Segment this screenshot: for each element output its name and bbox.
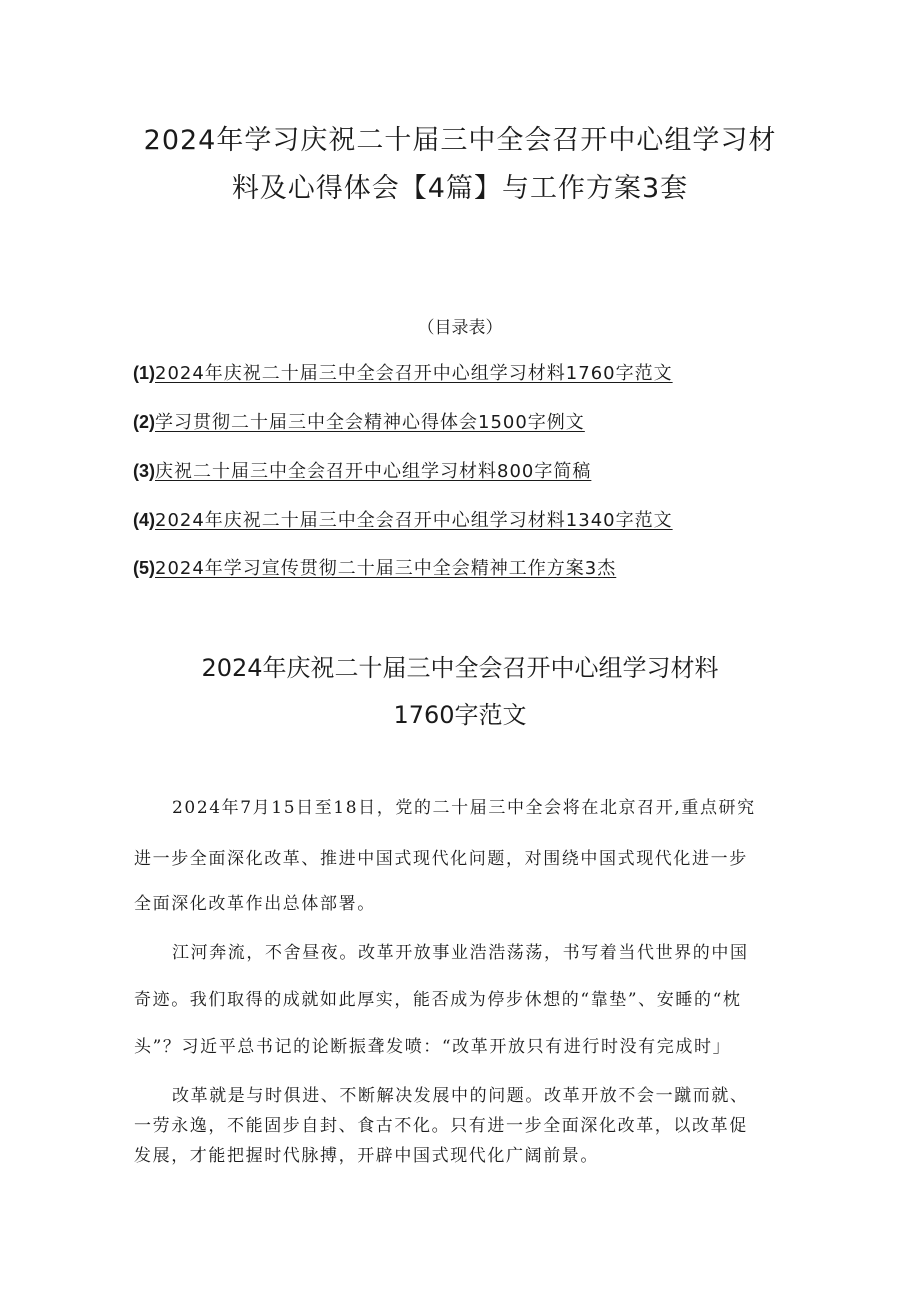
document-title-line-2: 料及心得体会【4篇】与工作方案3套 xyxy=(231,173,689,204)
toc-item-link[interactable]: 2024年庆祝二十届三中全会召开中心组学习材料1340字范文 xyxy=(155,510,673,531)
toc-item-link[interactable]: 学习贯彻二十届三中全会精神心得体会1500字例文 xyxy=(155,412,585,433)
toc-item-link[interactable]: 2024年学习宣传贯彻二十届三中全会精神工作方案3杰 xyxy=(155,558,617,579)
toc-item-number: (5) xyxy=(133,558,155,578)
paragraph-2-line-1: 江河奔流，不舍昼夜。改革开放事业浩浩荡荡，书写着当代世界的中国 xyxy=(172,943,749,963)
paragraph-3-line-2: 一劳永逸，不能固步自封、食古不化。只有进一步全面深化改革，以改革促 xyxy=(134,1116,748,1136)
toc-item-link[interactable]: 2024年庆祝二十届三中全会召开中心组学习材料1760字范文 xyxy=(155,363,673,384)
toc-item-1[interactable] xyxy=(133,359,673,385)
toc-item-number: (3) xyxy=(133,461,155,481)
paragraph-2-line-3: 头”？习近平总书记的论断振聋发喷：“改革开放只有进行时没有完成时」 xyxy=(134,1037,732,1057)
toc-item-4[interactable] xyxy=(133,506,673,532)
toc-item-3[interactable] xyxy=(133,457,591,483)
paragraph-1-line-1: 2024年7月15日至18日，党的二十届三中全会将在北京召开,重点研究 xyxy=(172,798,756,818)
document-title-line-1: 2024年学习庆祝二十届三中全会召开中心组学习材 xyxy=(143,125,777,156)
section-title-line-2: 1760字范文 xyxy=(393,701,527,729)
toc-item-5[interactable] xyxy=(133,554,616,580)
paragraph-2-line-2: 奇迹。我们取得的成就如此厚实，能否成为停步休想的“靠垫”、安睡的“枕 xyxy=(134,990,742,1010)
section-title-line-1: 2024年庆祝二十届三中全会召开中心组学习材料 xyxy=(201,654,719,682)
paragraph-3-line-1: 改革就是与时俱进、不断解决发展中的问题。改革开放不会一蹴而就、 xyxy=(172,1086,749,1106)
paragraph-1-line-3: 全面深化改革作出总体部署。 xyxy=(134,894,376,914)
toc-item-number: (2) xyxy=(133,412,155,432)
toc-item-number: (4) xyxy=(133,510,155,530)
toc-item-number: (1) xyxy=(133,363,155,383)
paragraph-1-line-2: 进一步全面深化改革、推进中国式现代化问题，对围绕中国式现代化进一步 xyxy=(134,849,748,869)
toc-caption: （目录表） xyxy=(417,318,503,338)
toc-item-2[interactable] xyxy=(133,408,585,434)
toc-item-link[interactable]: 庆祝二十届三中全会召开中心组学习材料800字简稿 xyxy=(155,461,592,482)
paragraph-3-line-3: 发展，才能把握时代脉搏，开辟中国式现代化广阔前景。 xyxy=(134,1146,599,1166)
